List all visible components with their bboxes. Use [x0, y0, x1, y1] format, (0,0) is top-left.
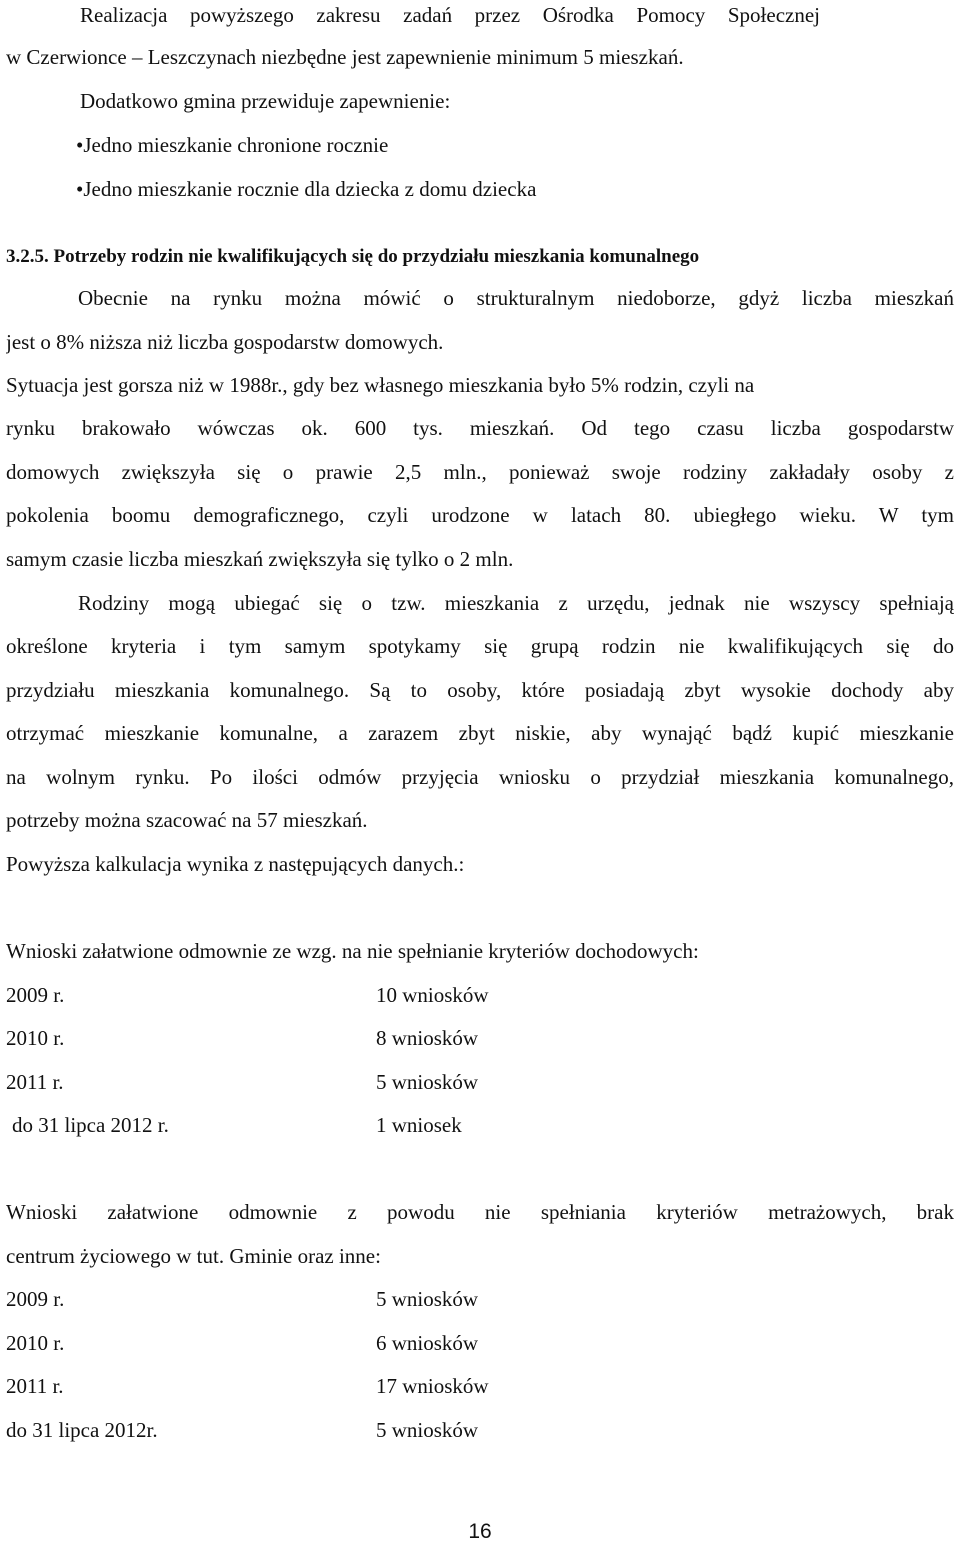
- table2-intro-line-1: Wnioski załatwione odmownie z powodu nie spełniania kryteriów metrażowych, brak: [6, 1200, 954, 1224]
- table2-year: 2009 r.: [6, 1287, 65, 1311]
- intro-line-3: Dodatkowo gmina przewiduje zapewnienie:: [80, 89, 451, 113]
- table1-count: 10 wniosków: [376, 983, 489, 1007]
- body-line-5: domowych zwiększyła się o prawie 2,5 mln., ponieważ swoje rodziny zakładały osoby z: [6, 460, 954, 484]
- table1-count: 1 wniosek: [376, 1113, 462, 1137]
- page-number: 16: [468, 1520, 492, 1543]
- body-line-9: określone kryteria i tym samym spotykamy się grupą rodzin nie kwalifikujących się do: [6, 634, 954, 658]
- section-heading: 3.2.5. Potrzeby rodzin nie kwalifikujących się do przydziału mieszkania komunalnego: [6, 246, 700, 267]
- table2-intro-line-2: centrum życiowego w tut. Gminie oraz inne:: [6, 1244, 381, 1268]
- table1-intro: Wnioski załatwione odmownie ze wzg. na nie spełnianie kryteriów dochodowych:: [6, 939, 699, 963]
- intro-line-1: Realizacja powyższego zakresu zadań przez Ośrodka Pomocy Społecznej: [80, 3, 820, 27]
- body-line-6: pokolenia boomu demograficznego, czyli urodzone w latach 80. ubiegłego wieku. W tym: [6, 503, 954, 527]
- bullet-icon: •: [76, 177, 84, 201]
- table1-row: [6, 1067, 954, 1097]
- table2-year: 2011 r.: [6, 1374, 64, 1398]
- body-line-4: rynku brakowało wówczas ok. 600 tys. mieszkań. Od tego czasu liczba gospodarstw: [6, 416, 954, 440]
- body-line-13: potrzeby można szacować na 57 mieszkań.: [6, 808, 368, 832]
- table2-count: 5 wniosków: [376, 1287, 479, 1311]
- table2-count: 6 wniosków: [376, 1331, 479, 1355]
- body-line-11: otrzymać mieszkanie komunalne, a zarazem zbyt niskie, aby wynająć bądź kupić mieszkanie: [6, 721, 954, 745]
- table2-row: [6, 1415, 954, 1445]
- table2-year: 2010 r.: [6, 1331, 65, 1355]
- table2-count: 5 wniosków: [376, 1418, 479, 1442]
- bullet-icon: •: [76, 133, 84, 157]
- bullet-text: Jedno mieszkanie rocznie dla dziecka z domu dziecka: [83, 177, 537, 201]
- table1-row: [6, 1110, 954, 1140]
- table2-row: [6, 1371, 954, 1401]
- body-line-7: samym czasie liczba mieszkań zwiększyła się tylko o 2 mln.: [6, 547, 514, 571]
- table1-row: [6, 980, 954, 1010]
- body-line-10: przydziału mieszkania komunalnego. Są to osoby, które posiadają zbyt wysokie dochody aby: [6, 678, 954, 702]
- body-line-3: Sytuacja jest gorsza niż w 1988r., gdy bez własnego mieszkania było 5% rodzin, czyli na: [6, 373, 755, 397]
- body-line-2: jest o 8% niższa niż liczba gospodarstw domowych.: [6, 330, 444, 354]
- bullet-item: [76, 130, 960, 160]
- table2-row: [6, 1284, 954, 1314]
- table1-count: 8 wniosków: [376, 1026, 479, 1050]
- table1-year: 2011 r.: [6, 1070, 64, 1094]
- body-line-8: Rodziny mogą ubiegać się o tzw. mieszkania z urzędu, jednak nie wszyscy spełniają: [78, 591, 954, 615]
- table1-count: 5 wniosków: [376, 1070, 479, 1094]
- table1-year: 2010 r.: [6, 1026, 65, 1050]
- table1-year: do 31 lipca 2012 r.: [12, 1113, 169, 1137]
- bullet-text: Jedno mieszkanie chronione rocznie: [83, 133, 389, 157]
- table1-row: [6, 1023, 954, 1053]
- body-line-12: na wolnym rynku. Po ilości odmów przyjęcia wniosku o przydział mieszkania komunalnego,: [6, 765, 954, 789]
- table2-row: [6, 1328, 954, 1358]
- intro-line-2: w Czerwionce – Leszczynach niezbędne jest zapewnienie minimum 5 mieszkań.: [6, 45, 684, 69]
- table2-year: do 31 lipca 2012r.: [6, 1418, 158, 1442]
- table1-year: 2009 r.: [6, 983, 65, 1007]
- bullet-item: [76, 174, 960, 204]
- body-line-1: Obecnie na rynku można mówić o strukturalnym niedoborze, gdyż liczba mieszkań: [78, 286, 954, 310]
- body-line-14: Powyższa kalkulacja wynika z następujących danych.:: [6, 852, 465, 876]
- table2-count: 17 wniosków: [376, 1374, 489, 1398]
